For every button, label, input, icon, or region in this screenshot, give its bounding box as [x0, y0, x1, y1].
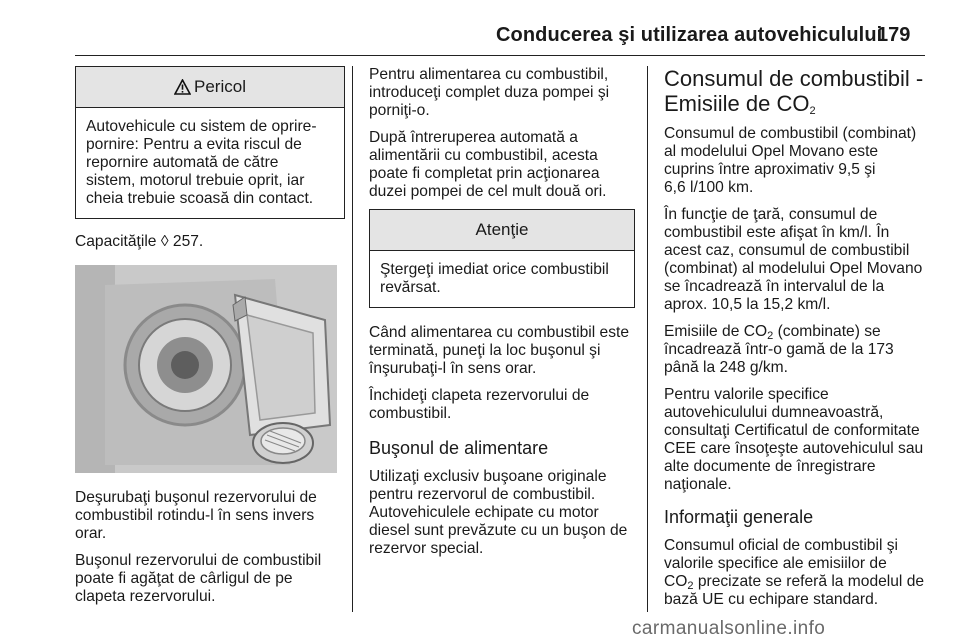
- paragraph-refuel-start: [369, 66, 635, 120]
- text-line: până la 248 g/km.: [664, 359, 788, 376]
- paragraph-unscrew-cap: [75, 489, 345, 543]
- text-line: În funcţie de ţară, consumul de: [664, 206, 878, 223]
- text-line: alte documente de înregistrare: [664, 458, 876, 475]
- column-divider-1: [352, 66, 353, 612]
- paragraph-close-flap: [369, 387, 635, 423]
- section-heading: [664, 66, 928, 116]
- capacity-label: Capacităţile: [75, 233, 157, 250]
- text-line: înşurubaţi-l în sens orar.: [369, 360, 537, 377]
- text-line: revărsat.: [380, 279, 441, 296]
- text-line: Deşurubaţi buşonul rezervorului de: [75, 489, 317, 506]
- paragraph-co2-emissions: [664, 323, 928, 377]
- text-line: încadrează într-o gamă de la 173: [664, 341, 894, 358]
- paragraph-consumption-range: [664, 125, 928, 197]
- text-line: După întreruperea automată a: [369, 129, 578, 146]
- subscript: 2: [687, 580, 694, 592]
- text-line: Consumul oficial de combustibil şi: [664, 537, 899, 554]
- heading-line: Consumul de combustibil -: [664, 66, 924, 91]
- text-line: orar.: [75, 525, 107, 542]
- text-line: Ştergeţi imediat orice combustibil: [380, 261, 609, 278]
- fuel-cap-subheading: Buşonul de alimentare: [369, 438, 549, 458]
- text-line: aprox. 10,5 la 15,2 km/l.: [664, 296, 831, 313]
- text-line: diesel sunt prevăzute cu un buşon de: [369, 522, 628, 539]
- caution-box-body: [370, 251, 634, 307]
- caution-box: [369, 209, 635, 308]
- caution-box-header: Atenţie: [370, 210, 634, 251]
- paragraph-replace-cap: [369, 324, 635, 378]
- text-line: porniţi-o.: [369, 102, 430, 119]
- danger-box-header: [76, 67, 344, 108]
- paragraph-original-caps: [369, 468, 635, 558]
- column-1: [75, 66, 345, 615]
- text-line: acest caz, consumul de combustibil: [664, 242, 910, 259]
- header-rule: [75, 55, 925, 56]
- text-line: Utilizaţi exclusiv buşoane originale: [369, 468, 607, 485]
- text-line: poate fi completat prin acţionarea: [369, 165, 600, 182]
- text-line: combustibil este afişat în km/l. În: [664, 224, 890, 241]
- column-3: [664, 66, 928, 618]
- text-line: Consumul de combustibil (combinat): [664, 125, 917, 142]
- text-line: cuprins între aproximativ 9,5 şi: [664, 161, 876, 178]
- warning-triangle-icon: [174, 79, 191, 95]
- text-line: bază UE cu echipare standard.: [664, 591, 879, 608]
- general-info-subheading: Informaţii generale: [664, 507, 814, 527]
- text-fragment: (combinate) se: [773, 323, 881, 340]
- danger-box-body: [76, 108, 344, 218]
- text-line: terminată, puneţi la loc buşonul şi: [369, 342, 601, 359]
- text-line: repornire automată de către: [86, 154, 279, 171]
- text-fragment: Emisiile de CO: [664, 323, 768, 340]
- text-line: clapeta rezervorului.: [75, 588, 216, 605]
- paragraph-consumption-kml: [664, 206, 928, 314]
- page-number: 179: [877, 24, 911, 46]
- danger-box-title: Pericol: [194, 77, 246, 96]
- text-line: se încadrează în intervalul de la: [664, 278, 885, 295]
- watermark: carmanualsonline.info: [632, 618, 826, 639]
- text-line: rezervor special.: [369, 540, 484, 557]
- text-line: consultaţi Certificatul de conformitate: [664, 422, 920, 439]
- paragraph-certificate: [664, 386, 928, 494]
- column-divider-2: [647, 66, 648, 612]
- text-line: pentru rezervorul de combustibil.: [369, 486, 596, 503]
- danger-box: [75, 66, 345, 219]
- text-line: autovehiculului dumneavoastră,: [664, 404, 884, 421]
- text-line: duzei pompei de cel mult două ori.: [369, 183, 607, 200]
- text-line: Buşonul rezervorului de combustibil: [75, 552, 322, 569]
- text-line: alimentării cu combustibil, acesta: [369, 147, 598, 164]
- text-line: Autovehicule cu sistem de oprire-: [86, 118, 317, 135]
- text-fragment: CO: [664, 573, 688, 590]
- text-line: Închideţi clapeta rezervorului de: [369, 387, 590, 404]
- text-fragment: precizate se referă la modelul de: [693, 573, 925, 590]
- paragraph-cap-hook: [75, 552, 345, 606]
- fuel-filler-cap-illustration: [75, 265, 337, 473]
- capacity-reference: [75, 233, 345, 251]
- text-line: naţionale.: [664, 476, 732, 493]
- running-header-title: Conducerea şi utilizarea autovehiculului: [496, 24, 883, 46]
- text-line: Pentru valorile specifice: [664, 386, 829, 403]
- text-line: valorile specifice ale emisiilor de: [664, 555, 887, 572]
- text-line: Pentru alimentarea cu combustibil,: [369, 66, 609, 83]
- text-line: sistem, motorul trebuie oprit, iar: [86, 172, 305, 189]
- text-line: CEE care însoţeşte autovehiculul sau: [664, 440, 924, 457]
- capacity-link[interactable]: 257.: [172, 233, 204, 250]
- subscript: 2: [809, 105, 816, 117]
- text-line: cheia trebuie scoasă din contact.: [86, 190, 314, 207]
- text-line: (combinat) al modelului Opel Movano: [664, 260, 923, 277]
- text-line: pornire: Pentru a evita riscul de: [86, 136, 302, 153]
- page-ref-icon: ◊: [160, 233, 169, 250]
- paragraph-general-info: [664, 537, 928, 609]
- subscript: 2: [767, 330, 774, 342]
- text-line: al modelului Opel Movano este: [664, 143, 879, 160]
- text-line: Când alimentarea cu combustibil este: [369, 324, 630, 341]
- column-2: [369, 66, 635, 567]
- text-line: combustibil rotindu-l în sens invers: [75, 507, 315, 524]
- text-line: introduceţi complet duza pompei şi: [369, 84, 610, 101]
- heading-line: Emisiile de CO: [664, 91, 810, 116]
- paragraph-refuel-topup: [369, 129, 635, 201]
- text-line: 6,6 l/100 km.: [664, 179, 754, 196]
- text-line: combustibil.: [369, 405, 452, 422]
- text-line: Autovehiculele echipate cu motor: [369, 504, 599, 521]
- text-line: poate fi agăţat de cârligul de pe: [75, 570, 293, 587]
